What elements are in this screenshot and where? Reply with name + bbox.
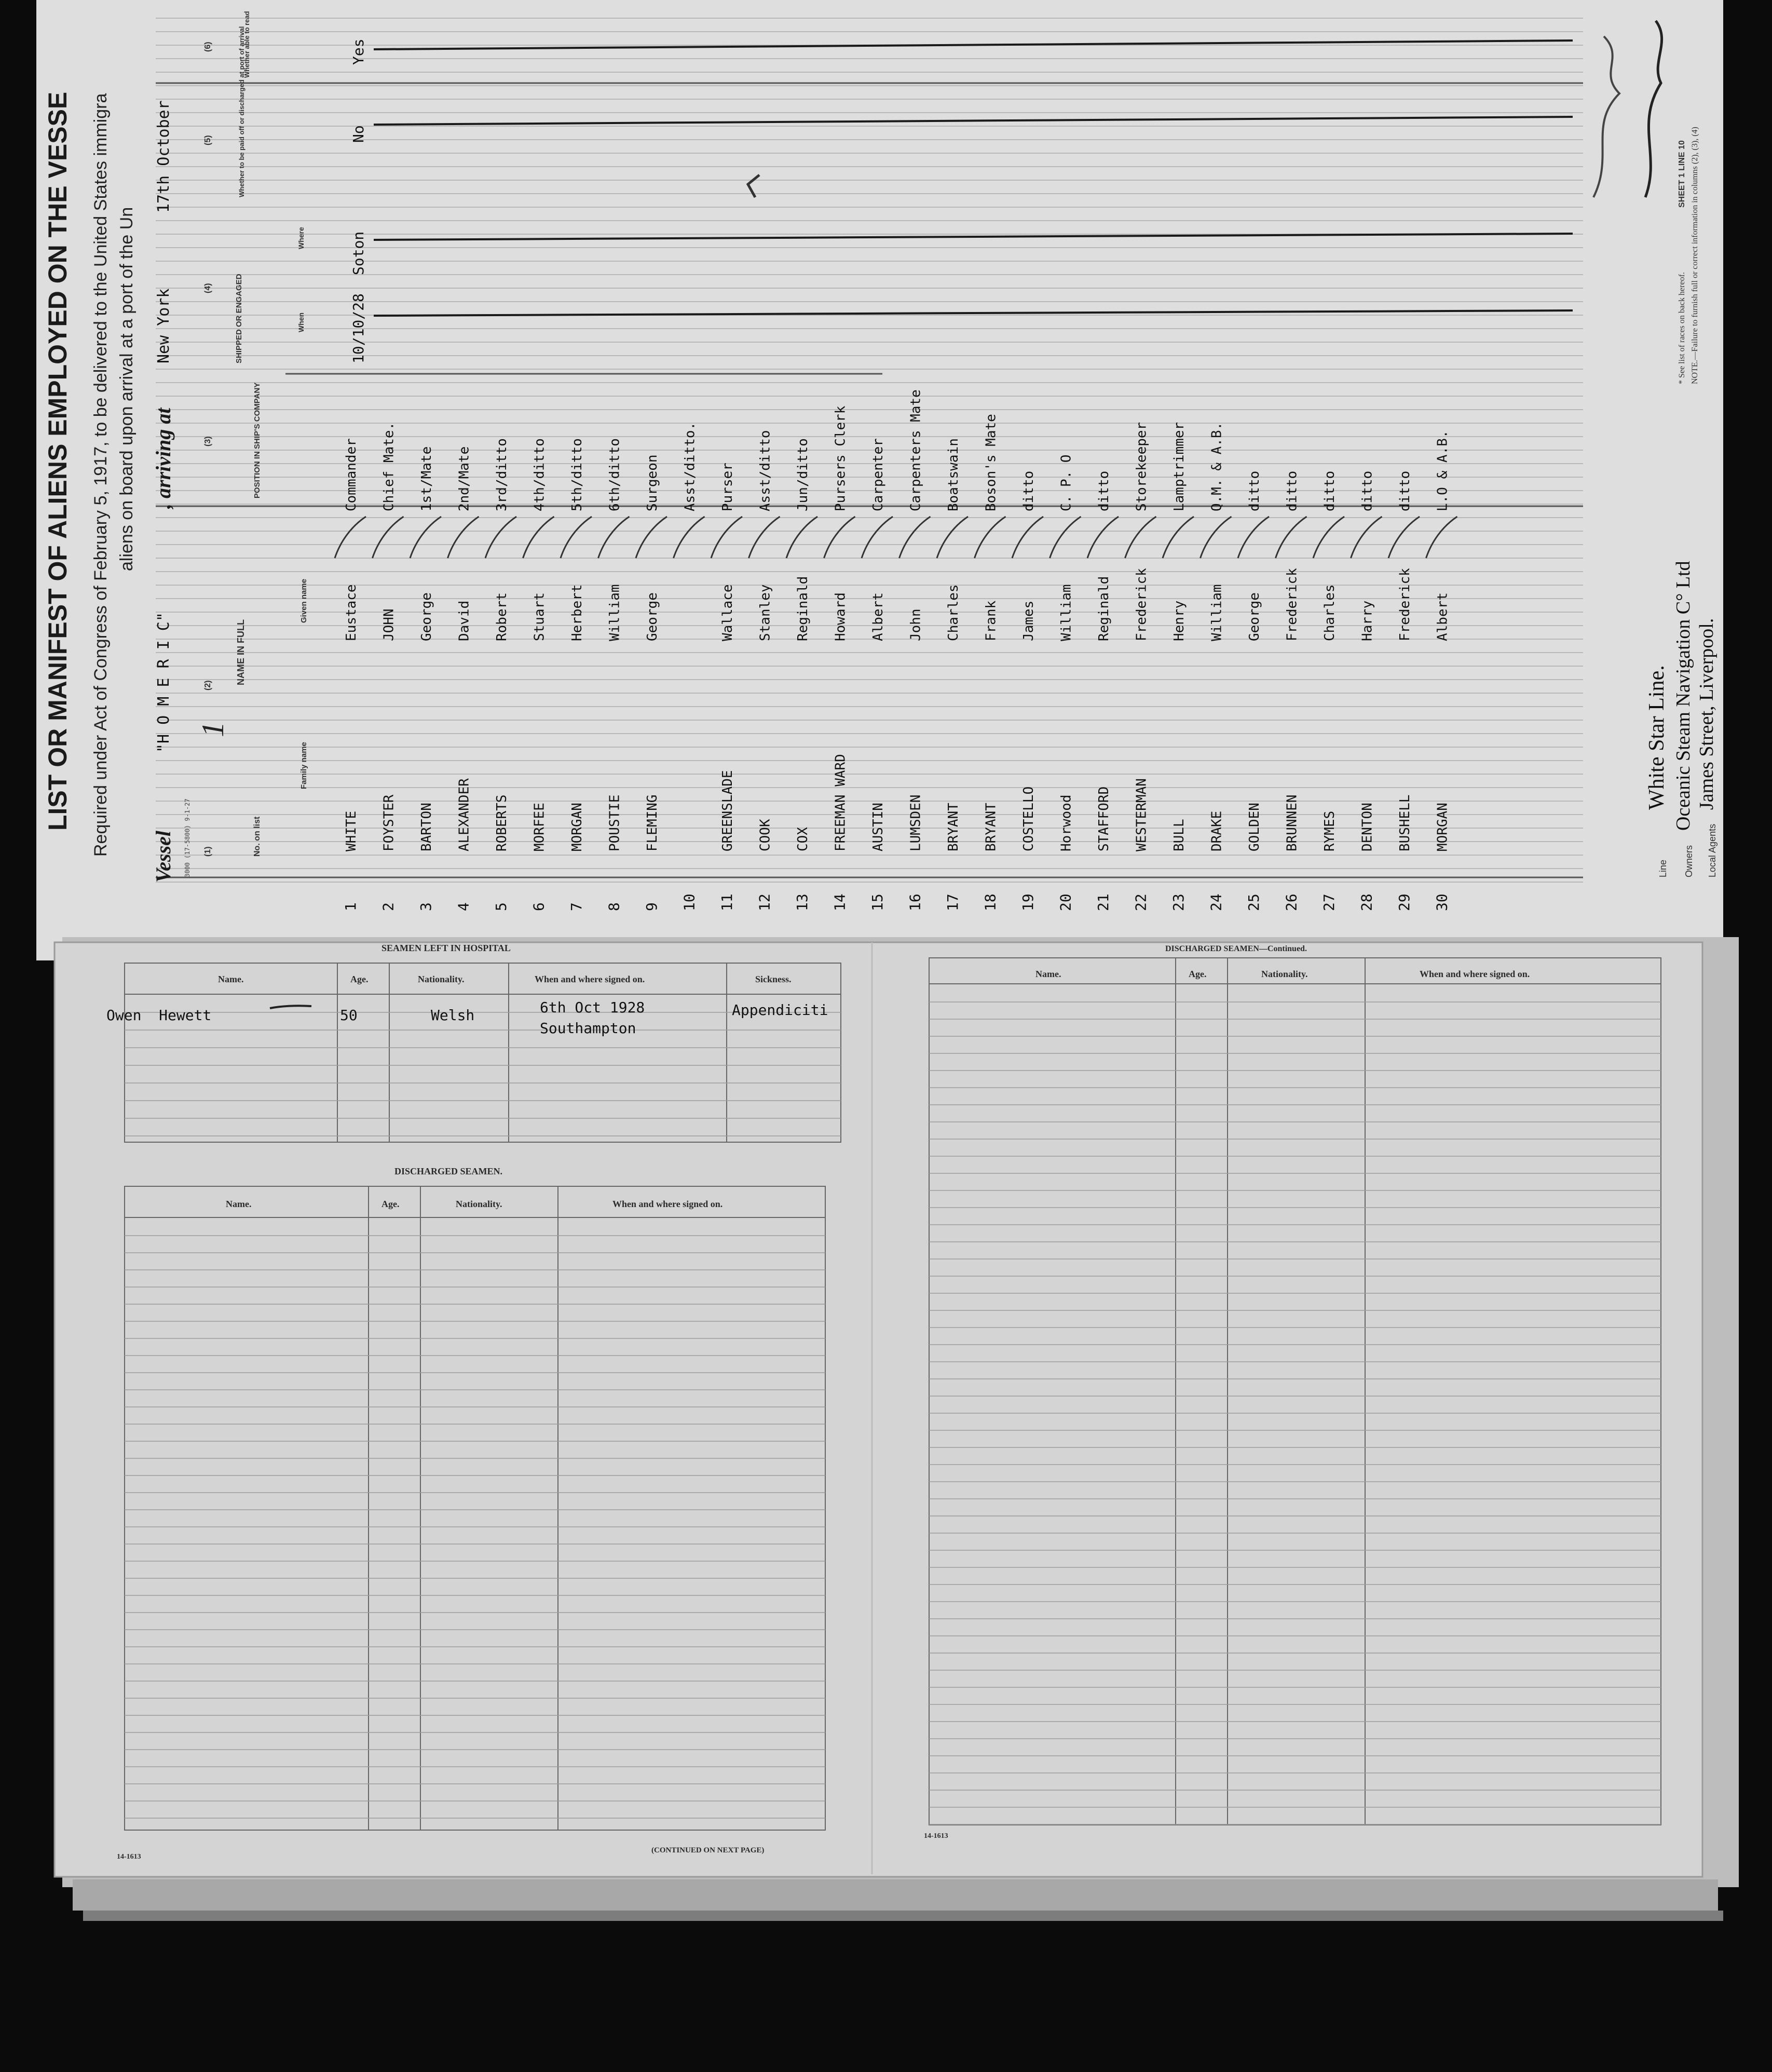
discharged-cont-title: DISCHARGED SEAMEN—Continued.	[1165, 944, 1307, 953]
crew-number: 8	[605, 902, 623, 911]
crew-given-name: Frederick	[1134, 568, 1150, 641]
hospital-name-header: Name.	[218, 974, 244, 984]
crew-position: Asst/ditto.	[682, 422, 698, 511]
crew-position: Chief Mate.	[381, 422, 397, 511]
crew-family-name: AUSTIN	[870, 803, 886, 851]
line-name: White Star Line.	[1645, 665, 1669, 810]
manifest-subtitle-2: aliens on board upon arrival at a port of the Un	[117, 207, 137, 571]
hospital-name: Owen Hewett	[106, 1007, 212, 1024]
hospital-nationality: Welsh	[431, 1007, 475, 1024]
col6-header: Whether able to read	[243, 11, 251, 78]
col3-header: POSITION IN SHIP'S COMPANY	[253, 382, 262, 498]
crew-family-name: ROBERTS	[494, 794, 510, 851]
crew-family-name: LUMSDEN	[908, 794, 924, 851]
col2-number: (2)	[203, 680, 212, 690]
discharged-age-header: Age.	[381, 1199, 400, 1209]
discharged-cont-age-header: Age.	[1189, 969, 1207, 979]
crew-position: 2nd/Mate	[456, 446, 472, 511]
crew-position: 6th/ditto	[607, 438, 623, 511]
crew-family-name: COOK	[757, 819, 773, 851]
crew-position: 1st/Mate	[419, 446, 434, 511]
crew-family-name: MORGAN	[569, 803, 585, 851]
crew-position: Commander	[344, 438, 359, 511]
footnote-note: NOTE.—Failure to furnish full or correct information in columns (2), (3), (4)	[1691, 127, 1699, 384]
crew-position: 5th/ditto	[569, 438, 585, 511]
crew-family-name: ALEXANDER	[456, 778, 472, 851]
crew-given-name: Howard	[833, 592, 849, 641]
crew-position: ditto	[1247, 470, 1262, 511]
crew-number: 19	[1019, 893, 1037, 911]
crew-position: Carpenter	[870, 438, 886, 511]
when-header: When	[297, 312, 305, 332]
crew-number: 26	[1283, 893, 1300, 911]
col4-header: SHIPPED OR ENGAGED	[235, 274, 243, 363]
crew-number: 5	[493, 902, 510, 911]
discharged-signed-header: When and where signed on.	[612, 1199, 723, 1209]
crew-family-name: BRYANT	[946, 803, 961, 851]
vessel-name: "H O M E R I C"	[155, 612, 173, 753]
crew-family-name: COX	[795, 827, 811, 851]
crew-given-name: Harry	[1359, 600, 1375, 641]
arrival-date: 17th October	[155, 100, 173, 213]
discharged-title: DISCHARGED SEAMEN.	[394, 1166, 503, 1176]
crew-position: Boson's Mate	[983, 414, 999, 511]
crew-given-name: Frederick	[1284, 568, 1300, 641]
col6-number: (6)	[203, 42, 212, 52]
crew-number: 3	[417, 902, 434, 911]
crew-given-name: Robert	[494, 592, 510, 641]
crew-given-name: David	[456, 600, 472, 641]
crew-family-name: COSTELLO	[1021, 786, 1037, 851]
crew-number: 12	[756, 893, 773, 911]
crew-number: 14	[831, 893, 849, 911]
hospital-signed-date: 6th Oct 1928	[540, 999, 645, 1016]
crew-given-name: Reginald	[795, 576, 811, 641]
crew-number: 10	[680, 893, 698, 911]
crew-family-name: FLEMING	[645, 794, 660, 851]
crew-given-name: Stanley	[757, 584, 773, 641]
crew-number: 17	[944, 893, 961, 911]
crew-given-name: Reginald	[1096, 576, 1112, 641]
crew-position: ditto	[1359, 470, 1375, 511]
insert-sheet	[54, 942, 1702, 1877]
crew-position: Purser	[720, 463, 735, 511]
crew-family-name: DRAKE	[1209, 810, 1225, 851]
hospital-age: 50	[340, 1007, 358, 1024]
crew-position: Q.M. & A.B.	[1209, 422, 1225, 511]
where-header: Where	[297, 227, 305, 249]
crew-number: 20	[1057, 893, 1074, 911]
crew-given-name: George	[645, 592, 660, 641]
crew-number: 21	[1095, 893, 1112, 911]
crew-number: 16	[906, 893, 924, 911]
paid-off: No	[350, 125, 367, 143]
crew-number: 27	[1320, 893, 1338, 911]
given-name-header: Given name	[299, 578, 308, 623]
hospital-nationality-header: Nationality.	[418, 974, 465, 984]
crew-given-name: Frank	[983, 600, 999, 641]
discharged-name-header: Name.	[226, 1199, 252, 1209]
crew-position: ditto	[1322, 470, 1338, 511]
crew-position: L.O & A.B.	[1435, 430, 1451, 511]
crew-number: 28	[1358, 893, 1375, 911]
crew-position: Asst/ditto	[757, 430, 773, 511]
footnote-races: * See list of races on back hereof.	[1678, 272, 1686, 384]
discharged-cont-form-code: 14-1613	[924, 1832, 948, 1840]
crew-given-name: George	[419, 592, 434, 641]
crew-given-name: Charles	[946, 584, 961, 641]
crew-family-name: Horwood	[1058, 794, 1074, 851]
owners-label: Owners	[1684, 845, 1694, 877]
crew-given-name: Henry	[1171, 600, 1187, 641]
sheet-line-label: SHEET 1 LINE 10	[1678, 140, 1686, 208]
vessel-label: Vessel	[152, 831, 175, 883]
crew-family-name: BARTON	[419, 803, 434, 851]
discharged-nationality-header: Nationality.	[456, 1199, 502, 1209]
crew-given-name: Eustace	[344, 584, 359, 641]
hospital-signed-header: When and where signed on.	[535, 974, 645, 984]
crew-given-name: Stuart	[531, 592, 548, 641]
hospital-sickness-header: Sickness.	[755, 974, 792, 984]
discharged-continued-note: (CONTINUED ON NEXT PAGE)	[651, 1846, 765, 1854]
page-number-handwritten: 1	[196, 722, 230, 737]
arriving-label: , arriving at	[152, 408, 175, 509]
owners-name: Oceanic Steam Navigation C° Ltd	[1672, 561, 1694, 831]
crew-position: 3rd/ditto	[494, 438, 510, 511]
crew-given-name: Albert	[1435, 592, 1451, 641]
shipped-where: Soton	[350, 231, 367, 275]
crew-family-name: WHITE	[344, 810, 359, 851]
crew-position: ditto	[1021, 470, 1037, 511]
col5-header: Whether to be paid off or discharged at port of arrival	[238, 26, 246, 197]
crew-position: Jun/ditto	[795, 438, 811, 511]
able-to-read: Yes	[350, 38, 367, 65]
manifest-title: LIST OR MANIFEST OF ALIENS EMPLOYED ON THE VESSE	[43, 91, 72, 831]
crew-number: 30	[1433, 893, 1451, 911]
crew-given-name: James	[1021, 600, 1037, 641]
crew-number: 1	[342, 902, 359, 911]
discharged-cont-name-header: Name.	[1035, 969, 1061, 979]
crew-family-name: DENTON	[1359, 803, 1375, 851]
line-label: Line	[1658, 859, 1668, 877]
crew-given-name: William	[607, 584, 623, 641]
crew-given-name: Albert	[870, 592, 886, 641]
crew-number: 22	[1132, 893, 1150, 911]
discharged-form-code: 14-1613	[117, 1853, 141, 1861]
col1-header: No. on list	[253, 816, 262, 857]
col3-number: (3)	[203, 436, 212, 446]
hospital-title: SEAMEN LEFT IN HOSPITAL	[381, 943, 511, 953]
hospital-signed-place: Southampton	[540, 1020, 636, 1037]
crew-given-name: JOHN	[381, 608, 397, 641]
crew-number: 23	[1170, 893, 1187, 911]
crew-given-name: Herbert	[569, 584, 585, 641]
crew-family-name: MORGAN	[1435, 803, 1451, 851]
col2-header: NAME IN FULL	[236, 619, 246, 685]
crew-position: Storekeeper	[1134, 422, 1150, 511]
crew-number: 25	[1245, 893, 1262, 911]
col5-number: (5)	[203, 135, 212, 145]
crew-number: 18	[982, 893, 999, 911]
crew-number: 11	[718, 893, 735, 911]
crew-given-name: John	[908, 608, 924, 641]
crew-given-name: Wallace	[720, 584, 735, 641]
crew-family-name: BULL	[1171, 819, 1187, 851]
lower-page-edge	[73, 1879, 1718, 1911]
crew-family-name: FOYSTER	[381, 794, 397, 851]
crew-position: Surgeon	[645, 454, 660, 511]
discharged-cont-nationality-header: Nationality.	[1261, 969, 1308, 979]
crew-given-name: George	[1247, 592, 1262, 641]
crew-given-name: William	[1209, 584, 1225, 641]
crew-number: 9	[643, 902, 660, 911]
manifest-subtitle-1: Required under Act of Congress of February 5, 1917, to be delivered to the United States immigra	[91, 93, 111, 857]
crew-position: ditto	[1397, 470, 1413, 511]
crew-position: Carpenters Mate	[908, 389, 924, 511]
crew-number: 29	[1396, 893, 1413, 911]
crew-position: ditto	[1284, 470, 1300, 511]
crew-given-name: William	[1058, 584, 1074, 641]
agents-name: James Street, Liverpool.	[1696, 618, 1718, 810]
crew-family-name: FREEMAN WARD	[833, 754, 849, 851]
crew-number: 15	[869, 893, 886, 911]
crew-family-name: WESTERMAN	[1134, 778, 1150, 851]
crew-family-name: BRYANT	[983, 803, 999, 851]
shipped-when: 10/10/28	[350, 293, 367, 363]
col1-number: (1)	[203, 846, 212, 857]
crew-number: 13	[794, 893, 811, 911]
hospital-sickness: Appendiciti	[732, 1001, 828, 1019]
crew-number: 4	[455, 902, 472, 911]
crew-given-name: Charles	[1322, 584, 1338, 641]
crew-position: 4th/ditto	[531, 438, 548, 511]
crew-position: Pursers Clerk	[833, 405, 849, 511]
crew-family-name: BRUNNEN	[1284, 794, 1300, 851]
crew-family-name: GOLDEN	[1247, 803, 1262, 851]
family-name-header: Family name	[299, 742, 308, 789]
crew-number: 7	[568, 902, 585, 911]
crew-position: ditto	[1096, 470, 1112, 511]
crew-position: Lamptrimmer	[1171, 422, 1187, 511]
crew-given-name: Frederick	[1397, 568, 1413, 641]
form-code: 3000 (17-5800) 9-1-27	[184, 798, 191, 877]
hospital-age-header: Age.	[350, 974, 369, 984]
agents-label: Local Agents	[1707, 823, 1718, 877]
crew-family-name: RYMES	[1322, 810, 1338, 851]
crew-family-name: POUSTIE	[607, 794, 623, 851]
crew-family-name: GREENSLADE	[720, 770, 735, 851]
arrival-port: New York	[155, 288, 173, 363]
crew-family-name: BUSHELL	[1397, 794, 1413, 851]
col4-number: (4)	[203, 283, 212, 293]
crew-position: Boatswain	[946, 438, 961, 511]
crew-family-name: MORFEE	[531, 803, 548, 851]
crew-position: C. P. O	[1058, 454, 1074, 511]
crew-family-name: STAFFORD	[1096, 786, 1112, 851]
discharged-cont-signed-header: When and where signed on.	[1420, 969, 1530, 979]
crew-number: 24	[1207, 893, 1225, 911]
crew-number: 6	[530, 902, 548, 911]
crew-number: 2	[379, 902, 397, 911]
